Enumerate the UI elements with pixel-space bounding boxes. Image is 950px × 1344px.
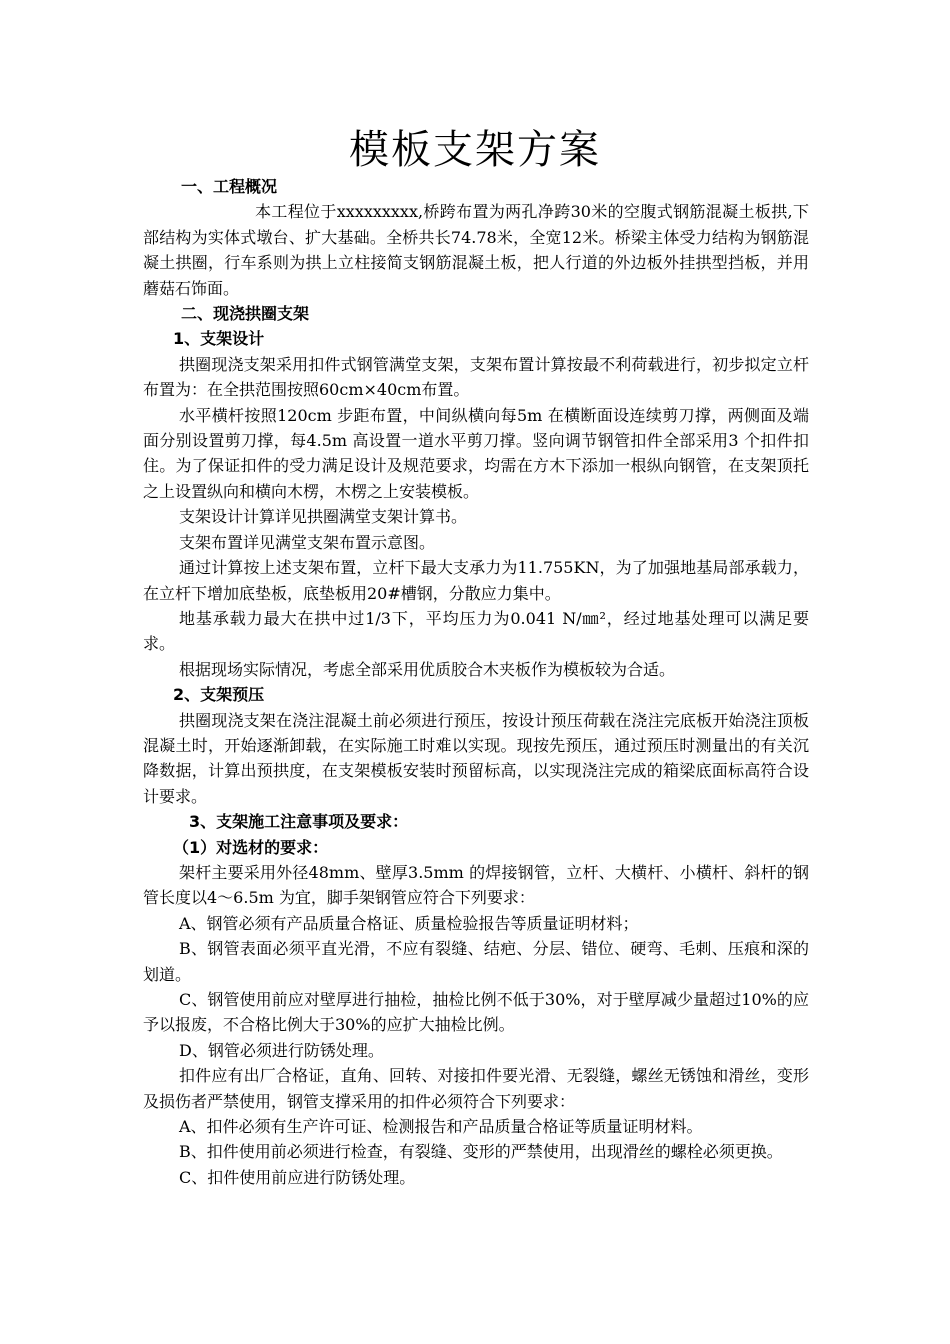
paragraph: 支架布置详见满堂支架布置示意图。	[179, 532, 436, 552]
section-heading-overview: 一、工程概况	[181, 177, 278, 196]
section-heading-arch-support: 二、现浇拱圈支架	[181, 304, 310, 324]
paragraph: 根据现场实际情况，考虑全部采用优质胶合木夹板作为模板较为合适。	[179, 659, 676, 679]
document-title: 模板支架方案	[349, 127, 601, 173]
subsection-heading-support-design: 1、支架设计	[173, 329, 265, 349]
list-item: A、扣件必须有生产许可证、检测报告和产品质量合格证等质量证明材料。	[179, 1117, 703, 1137]
paragraph: 扣件应有出厂合格证，直角、回转、对接扣件要光滑、无裂缝，螺丝无锈蚀和滑丝，变形及损伤者严禁使用，钢管支撑采用的扣件必须符合下列要求：	[143, 1066, 809, 1111]
list-item: C、钢管使用前应对壁厚进行抽检，抽检比例不低于30%，对于壁厚减少量超过10%的应予以报废，不合格比例大于30%的应扩大抽检比例。	[143, 990, 809, 1035]
subsection-heading-material: （1）对选材的要求：	[173, 837, 329, 857]
list-item: B、扣件使用前必须进行检查，有裂缝、变形的严禁使用，出现滑丝的螺栓必须更换。	[179, 1142, 783, 1162]
document-body	[143, 174, 809, 1190]
paragraph: 水平横杆按照120cm 步距布置，中间纵横向每5m 在横断面设连续剪刀撑，两侧面及端面分别设置剪刀撑，每4.5m 高设置一道水平剪刀撑。竖向调节钢管扣件全部采用3 个扣件扣住。为了保证扣件的受力满足设计及规范要求，均需在方木下添加一根纵向钢管，在支架顶托之上设置纵向和横向木楞，木楞之上安装模板。	[143, 405, 809, 501]
list-item: B、钢管表面必须平直光滑，不应有裂缝、结疤、分层、错位、硬弯、毛刺、压痕和深的划道。	[143, 939, 809, 984]
list-item: D、钢管必须进行防锈处理。	[179, 1040, 384, 1060]
paragraph: 通过计算按上述支架布置，立杆下最大支承力为11.755KN，为了加强地基局部承载力，在立杆下增加底垫板，底垫板用20#槽钢，分散应力集中。	[143, 558, 809, 603]
paragraph: 拱圈现浇支架采用扣件式钢管满堂支架，支架布置计算按最不利荷载进行，初步拟定立杆布置为：在全拱范围按照60cm×40cm布置。	[143, 354, 809, 400]
paragraph: 支架设计计算详见拱圈满堂支架计算书。	[179, 507, 468, 527]
list-item: C、扣件使用前应进行防锈处理。	[179, 1167, 416, 1187]
paragraph: 拱圈现浇支架在浇注混凝土前必须进行预压，按设计预压荷载在浇注完底板开始浇注顶板混凝土时，开始逐渐卸载，在实际施工时难以实现。现按先预压，通过预压时测量出的有关沉降数据，计算出预拱度，在支架模板安装时预留标高，以实现浇注完成的箱梁底面标高符合设计要求。	[143, 710, 809, 806]
paragraph: 本工程位于xxxxxxxxx,桥跨布置为两孔净跨30米的空腹式钢筋混凝土板拱,下部结构为实体式墩台、扩大基础。全桥共长74.78米，全宽12米。桥梁主体受力结构为钢筋混凝土拱圈，行车系则为拱上立柱接简支钢筋混凝土板，把人行道的外边板外挂拱型挡板，并用蘑菇石饰面。	[143, 202, 809, 298]
list-item: A、钢管必须有产品质量合格证、质量检验报告等质量证明材料；	[179, 913, 639, 933]
paragraph: 地基承载力最大在拱中过1/3下，平均压力为0.041 N/㎜²，经过地基处理可以满足要求。	[143, 608, 809, 654]
subsection-heading-precautions: 3、支架施工注意事项及要求：	[189, 812, 409, 832]
subsection-heading-preload: 2、支架预压	[173, 685, 265, 705]
paragraph: 架杆主要采用外径48mm、壁厚3.5mm 的焊接钢管，立杆、大横杆、小横杆、斜杆的钢管长度以4～6.5m 为宜，脚手架钢管应符合下列要求：	[143, 862, 809, 908]
